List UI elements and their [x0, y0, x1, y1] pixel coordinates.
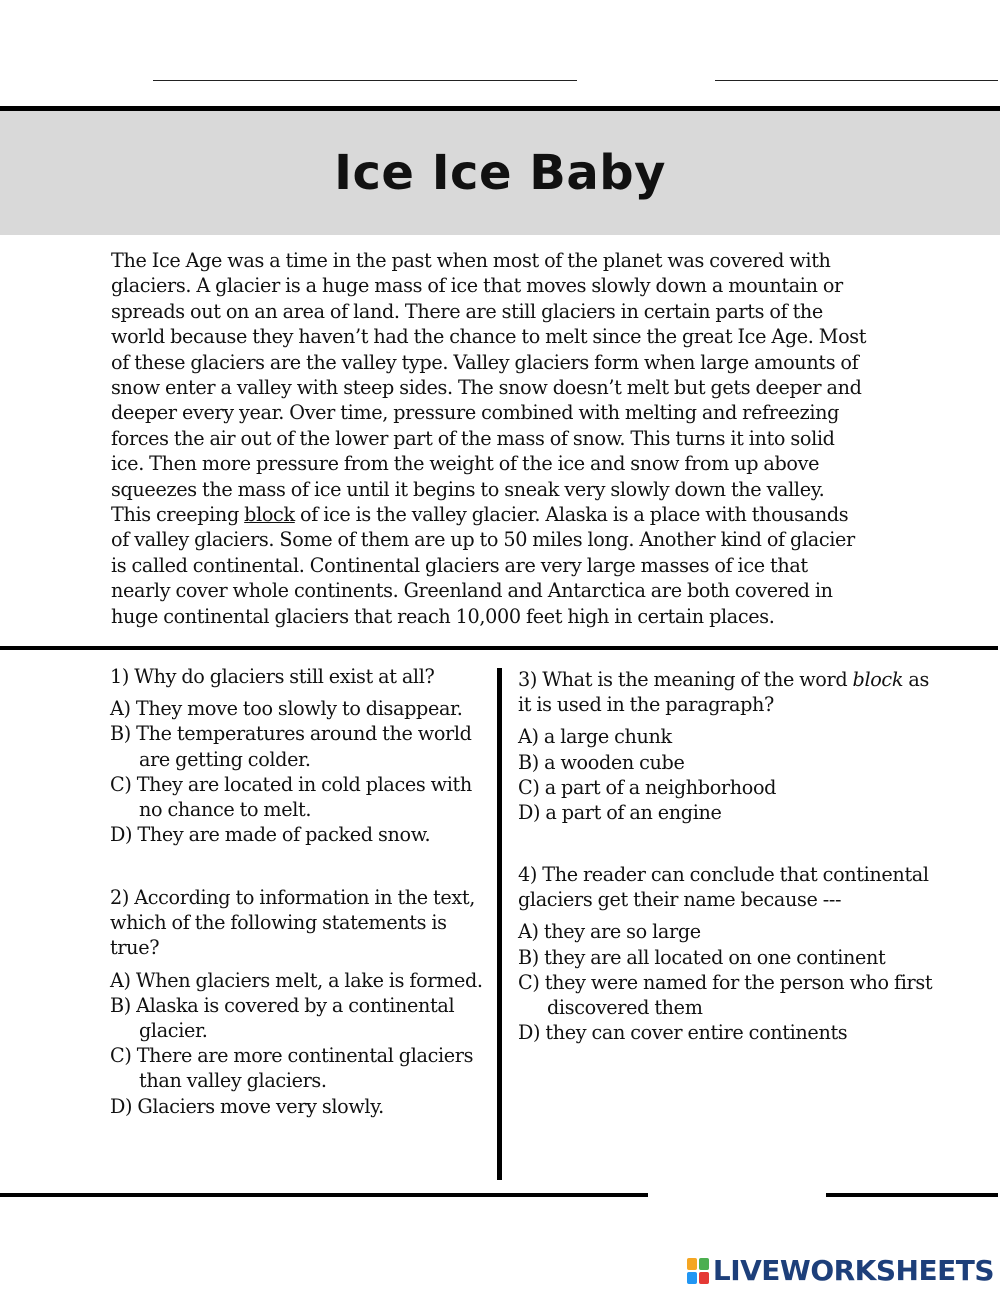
- passage-line: snow enter a valley with steep sides. The snow doesn’t melt but gets deeper and: [111, 376, 862, 400]
- answer-option-b[interactable]: B) they are all located on one continent: [518, 945, 886, 969]
- passage-line: nearly cover whole continents. Greenland and Antarctica are both covered in: [111, 579, 833, 603]
- passage-line: ice. Then more pressure from the weight of the ice and snow from up above: [111, 452, 820, 476]
- question-1: [110, 664, 500, 847]
- question-stem: [518, 667, 938, 717]
- underlined-word-block: block: [244, 503, 295, 527]
- reading-passage: [111, 248, 911, 629]
- answer-option-a[interactable]: A) They move too slowly to disappear.: [110, 697, 463, 721]
- page-title: Ice Ice Baby: [334, 145, 666, 201]
- italic-word-block: block: [852, 668, 904, 691]
- passage-line: glaciers. A glacier is a huge mass of ice that moves slowly down a mountain or: [111, 274, 843, 298]
- stem-text: as it is used in the paragraph?: [518, 668, 929, 717]
- answer-option-d[interactable]: D) they can cover entire continents: [518, 1021, 848, 1045]
- liveworksheets-logo-icon: [687, 1258, 709, 1284]
- passage-line: of these glaciers are the valley type. Valley glaciers form when large amounts of: [111, 350, 859, 374]
- title-band: [0, 111, 1000, 235]
- answer-option-b[interactable]: B) a wooden cube: [518, 750, 685, 774]
- question-2: [110, 885, 500, 1119]
- question-3: [518, 667, 938, 825]
- answer-option-a[interactable]: A) they are so large: [518, 920, 701, 944]
- question-stem: 2) According to information in the text, which of the following statements is true?: [110, 886, 476, 960]
- passage-line: [111, 502, 911, 527]
- logo-square: [687, 1272, 697, 1284]
- answer-option-d[interactable]: D) They are made of packed snow.: [110, 823, 431, 847]
- question-stem: 1) Why do glaciers still exist at all?: [110, 665, 435, 688]
- bottom-rule-left: [0, 1193, 648, 1197]
- question-stem: 4) The reader can conclude that continental glaciers get their name because ---: [518, 863, 929, 912]
- passage-line: is called continental. Continental glaciers are very large masses of ice that: [111, 553, 808, 577]
- bottom-rule-right: [826, 1193, 998, 1197]
- brand-name: LIVEWORKSHEETS: [712, 1254, 994, 1287]
- stem-text: 3) What is the meaning of the word: [518, 668, 853, 691]
- passage-line: forces the air out of the lower part of the mass of snow. This turns it into solid: [111, 426, 835, 450]
- answer-option-c[interactable]: C) They are located in cold places with no chance to melt.: [110, 772, 472, 822]
- answer-option-a[interactable]: A) When glaciers melt, a lake is formed.: [110, 968, 483, 992]
- passage-line: deeper every year. Over time, pressure combined with melting and refreezing: [111, 401, 840, 425]
- answer-option-d[interactable]: D) a part of an engine: [518, 801, 722, 825]
- date-line: [715, 80, 998, 81]
- answer-option-b[interactable]: B) The temperatures around the world are getting colder.: [110, 722, 472, 771]
- answer-option-a[interactable]: A) a large chunk: [518, 725, 672, 749]
- answer-option-c[interactable]: C) they were named for the person who first discovered them: [518, 970, 933, 1020]
- name-line: [153, 80, 577, 81]
- logo-square: [699, 1258, 709, 1270]
- logo-square: [699, 1272, 709, 1284]
- passage-line: spreads out on an area of land. There are still glaciers in certain parts of the: [111, 299, 823, 323]
- passage-line: The Ice Age was a time in the past when most of the planet was covered with: [111, 249, 831, 272]
- liveworksheets-brand[interactable]: [687, 1254, 994, 1287]
- passage-line: world because they haven’t had the chance to melt since the great Ice Age. Most: [111, 325, 867, 349]
- section-divider: [0, 646, 998, 650]
- answer-option-d[interactable]: D) Glaciers move very slowly.: [110, 1094, 384, 1118]
- question-4: [518, 862, 938, 1045]
- answer-option-b[interactable]: B) Alaska is covered by a continental glacier.: [110, 993, 455, 1043]
- logo-square: [687, 1258, 697, 1270]
- passage-line: huge continental glaciers that reach 10,000 feet high in certain places.: [111, 604, 775, 628]
- passage-text: This creeping: [111, 503, 245, 527]
- passage-text: of ice is the valley glacier. Alaska is a place with thousands: [294, 503, 849, 527]
- passage-line: squeezes the mass of ice until it begins to sneak very slowly down the valley.: [111, 477, 825, 501]
- answer-option-c[interactable]: C) There are more continental glaciers than valley glaciers.: [110, 1044, 474, 1093]
- answer-option-c[interactable]: C) a part of a neighborhood: [518, 775, 777, 799]
- passage-line: of valley glaciers. Some of them are up to 50 miles long. Another kind of glacier: [111, 528, 855, 552]
